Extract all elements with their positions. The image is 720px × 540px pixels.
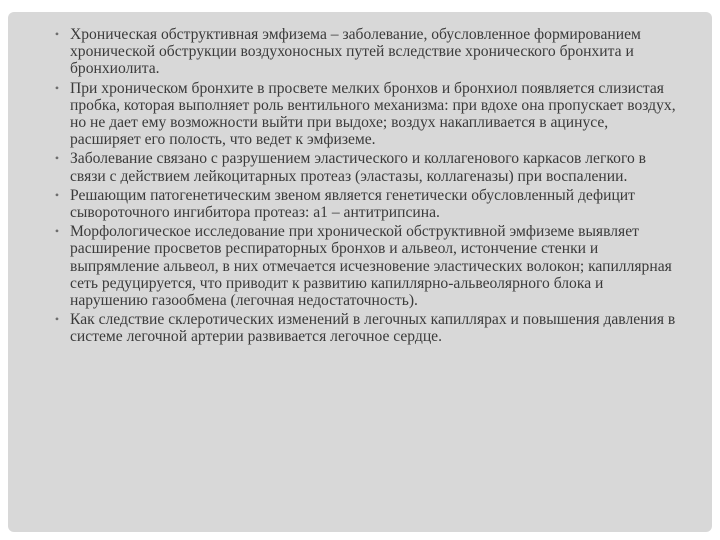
bullet-item (50, 187, 680, 221)
bullet-list (50, 26, 680, 348)
bullet-item (50, 223, 680, 309)
bullet-marker-icon: • (54, 27, 60, 41)
bullet-item (50, 26, 680, 78)
bullet-marker-icon: • (54, 80, 60, 95)
slide-panel (8, 12, 712, 532)
bullet-marker-icon: • (54, 224, 60, 239)
bullet-text: Как следствие склеротических изменений в легочных капиллярах и повышения давления в системе легочной артерии развивается легочное сердце. (70, 311, 676, 346)
bullet-text: Заболевание связано с разрушением эластического и коллагенового каркасов легкого в связи с действием лейкоцитарных протеаз (эластазы, коллагеназы) при воспалении. (70, 150, 647, 185)
bullet-marker-icon: • (54, 151, 60, 166)
bullet-marker-icon: • (54, 312, 60, 327)
bullet-text: При хроническом бронхите в просвете мелких бронхов и бронхиол появляется слизистая пробка, которая выполняет роль вентильного механизма: при вдохе она пропускает воздух, но не дает ему возможности выйти при выдохе; воздух накапливается в ацинусе, расширяет его полость, что ведет к эмфиземе. (70, 79, 676, 149)
bullet-item (50, 80, 680, 149)
bullet-text: Морфологическое исследование при хронической обструктивной эмфиземе выявляет расширение просветов респираторных бронхов и альвеол, истончение стенки и выпрямление альвеол, в них отмечается исчезновение эластических волокон; капиллярная сеть редуцируется, что приводит к развитию капиллярно-альвеолярного блока и нарушению газообмена (легочная недостаточность). (70, 223, 672, 310)
bullet-item (50, 311, 680, 345)
bullet-text: Решающим патогенетическим звеном является генетически обусловленный дефицит сывороточного ингибитора протеаз: а1 – антитрипсина. (70, 186, 635, 222)
bullet-text: Хроническая обструктивная эмфизема – заболевание, обусловленное формированием хронической обструкции воздухоносных путей вследствие хронического бронхита и бронхиолита. (70, 26, 641, 78)
bullet-marker-icon: • (54, 187, 60, 202)
bullet-item (50, 150, 680, 184)
